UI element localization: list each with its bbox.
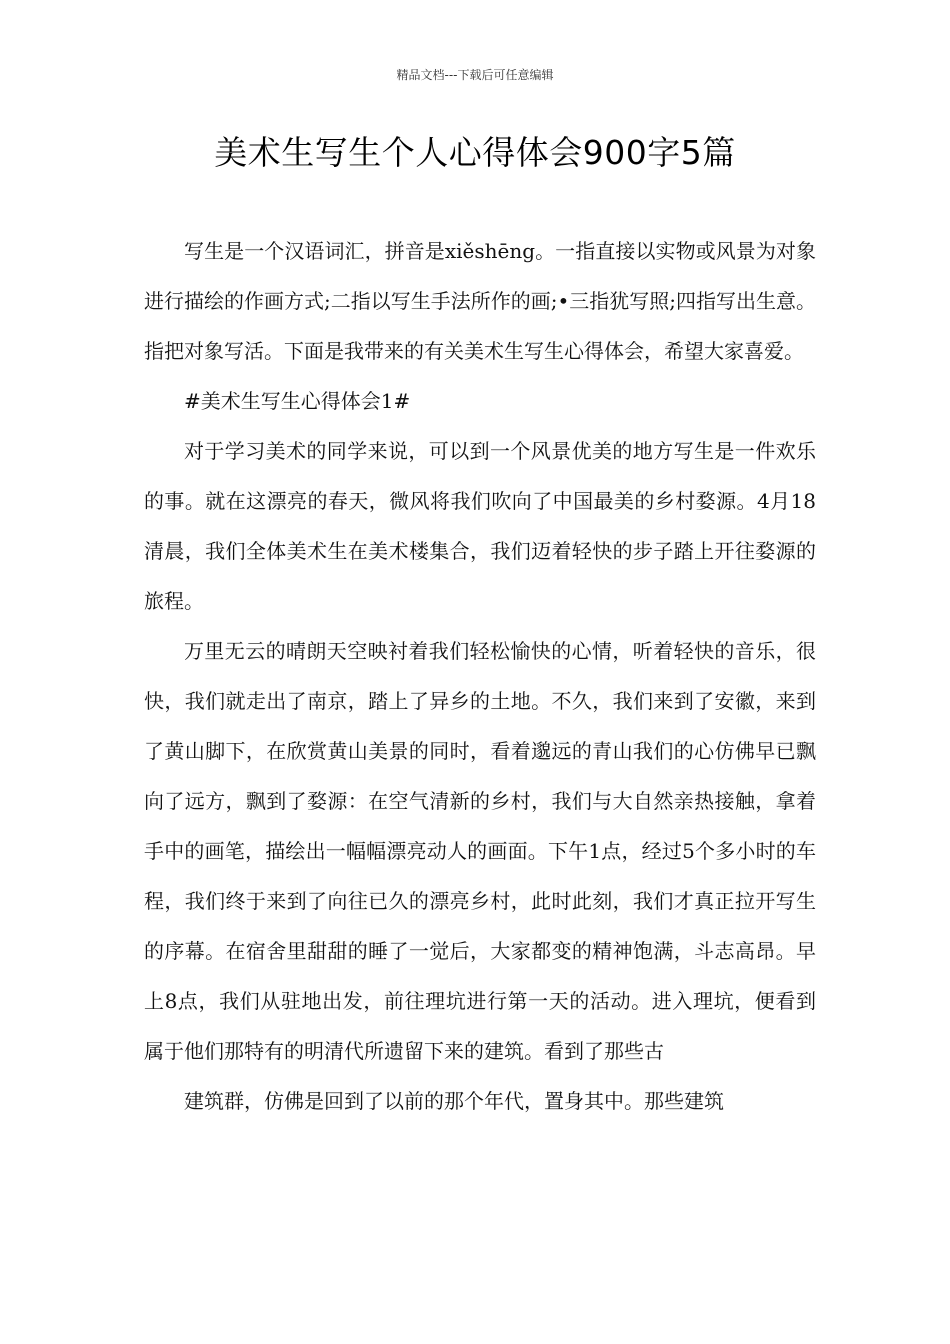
header-note: 精品文档---下载后可任意编辑 <box>396 68 554 82</box>
document-title: 美术生写生个人心得体会900字5篇 <box>214 133 736 172</box>
paragraph-3: 建筑群，仿佛是回到了以前的那个年代，置身其中。那些建筑 <box>184 1089 724 1113</box>
paragraph-2: 万里无云的晴朗天空映衬着我们轻松愉快的心情，听着轻快的音乐，很快，我们就走出了南京，踏上了异乡的土地。不久，我们来到了安徽，来到了黄山脚下，在欣赏黄山美景的同时，看着邈远的青山我们的心仿佛早已飘向了远方，飘到了婺源：在空气清新的乡村，我们与大自然亲热接触，拿着手中的画笔，描绘出一幅幅漂亮动人的画面。下午1点，经过5个多小时的车程，我们终于来到了向往已久的漂亮乡村，此时此刻，我们才真正拉开写生的序幕。在宿舍里甜甜的睡了一觉后，大家都变的精神饱满，斗志高昂。早上8点，我们从驻地出发，前往理坑进行第一天的活动。进入理坑，便看到属于他们那特有的明清代所遗留下来的建筑。看到了那些古 <box>144 639 816 1063</box>
document-body <box>144 226 816 1126</box>
paragraph-1: 对于学习美术的同学来说，可以到一个风景优美的地方写生是一件欢乐的事。就在这漂亮的春天，微风将我们吹向了中国最美的乡村婺源。4月18清晨，我们全体美术生在美术楼集合，我们迈着轻快的步子踏上开往婺源的旅程。 <box>144 439 816 613</box>
paragraph-intro: 写生是一个汉语词汇，拼音是xiěshēng。一指直接以实物或风景为对象进行描绘的作画方式;二指以写生手法所作的画;•三指犹写照;四指写出生意。指把对象写活。下面是我带来的有关美术生写生心得体会，希望大家喜爱。 <box>144 239 817 363</box>
section-heading-1: #美术生写生心得体会1# <box>184 389 411 413</box>
